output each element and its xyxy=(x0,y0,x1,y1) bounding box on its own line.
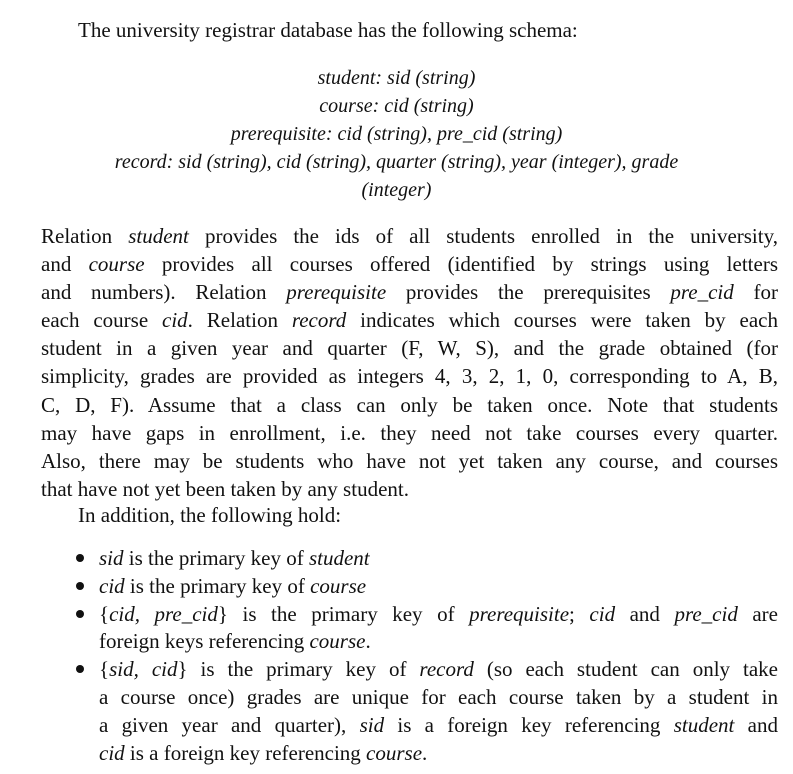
addition-sentence: In addition, the following hold: xyxy=(78,503,342,527)
term-cid: cid xyxy=(589,601,616,626)
paragraph-line-9: Also, there may be students who have not yet taken any course, and courses xyxy=(41,448,778,473)
text-span: { xyxy=(99,601,110,626)
intro-sentence: The university registrar database has the following schema: xyxy=(78,18,578,42)
text-span: and xyxy=(615,601,675,626)
term-cid: cid xyxy=(162,308,188,333)
list-item xyxy=(74,545,778,573)
text-span: for xyxy=(733,280,778,305)
term-pre-cid: pre_cid xyxy=(670,280,734,305)
description-paragraph xyxy=(41,222,778,503)
term-prerequisite: prerequisite xyxy=(286,280,387,305)
text-span: provides all courses offered (identified by strings using letters xyxy=(144,252,778,277)
term-student: student xyxy=(308,546,370,570)
bullet-icon xyxy=(76,665,84,673)
text-span: and xyxy=(734,712,778,737)
text-span: provides the prerequisites xyxy=(386,280,671,305)
paragraph-line-8: may have gaps in enrollment, i.e. they need not take courses every quarter. xyxy=(41,420,778,445)
text-span: ; xyxy=(569,601,590,626)
paragraph-line-7: C, D, F). Assume that a class can only be taken once. Note that students xyxy=(41,392,778,417)
term-student: student xyxy=(673,712,735,737)
term-prerequisite: prerequisite xyxy=(469,601,570,626)
schema-course: course: cid (string) xyxy=(319,95,474,117)
list-item xyxy=(74,656,778,767)
text-span: is a foreign key referencing xyxy=(124,740,367,765)
text-span: each course xyxy=(41,308,163,333)
term-record: record xyxy=(419,657,474,682)
paragraph-line-6: simplicity, grades are provided as integers 4, 3, 2, 1, 0, corresponding to A, B, xyxy=(41,364,778,389)
bullet-line xyxy=(99,545,778,573)
term-course: course xyxy=(366,740,423,765)
term-sid-cid: sid, cid xyxy=(109,657,178,682)
paragraph-line-2 xyxy=(41,250,778,278)
text-span: . xyxy=(422,740,428,765)
bullet-icon xyxy=(76,610,84,618)
term-cid: cid xyxy=(99,573,125,598)
paragraph-line-10: that have not yet been taken by any student. xyxy=(41,476,409,501)
text-span: provides the ids of all students enrolled in the university, xyxy=(188,224,778,248)
text-span: a given year and quarter), xyxy=(99,712,360,737)
text-span: } is the primary key of xyxy=(217,601,470,626)
list-item xyxy=(74,573,778,601)
text-span: and xyxy=(41,252,89,277)
bullet-line xyxy=(99,656,778,684)
term-record: record xyxy=(291,308,347,333)
text-span: foreign keys referencing xyxy=(99,629,310,654)
text-span: . Relation xyxy=(187,308,292,333)
paragraph-line-1 xyxy=(41,222,778,250)
text-span: is the primary key of xyxy=(123,546,309,570)
text-span: indicates which courses were taken by each xyxy=(346,308,778,333)
text-span: and numbers). Relation xyxy=(41,280,287,305)
bullet-line xyxy=(99,601,778,629)
term-sid: sid xyxy=(99,546,124,570)
bullet-line xyxy=(99,712,778,740)
paragraph-line-5: student in a given year and quarter (F, W, S), and the grade obtained (for xyxy=(41,336,778,361)
term-course: course xyxy=(309,629,366,654)
text-span: (so each student can only take xyxy=(473,657,778,682)
term-course: course xyxy=(88,252,145,277)
paragraph-line-4 xyxy=(41,306,778,334)
term-cid-pre-cid: cid, pre_cid xyxy=(109,601,218,626)
text-span: } is the primary key of xyxy=(177,657,420,682)
text-span: is the primary key of xyxy=(124,573,311,598)
schema-record-line-1: record: sid (string), cid (string), quarter (string), year (integer), grade xyxy=(114,151,679,173)
text-span: is a foreign key referencing xyxy=(384,712,674,737)
bullet-line: a course once) grades are unique for each course taken by a student in xyxy=(99,684,778,709)
term-pre-cid: pre_cid xyxy=(674,601,738,626)
bullet-line xyxy=(99,573,778,601)
text-span: { xyxy=(99,657,110,682)
term-student: student xyxy=(128,224,189,248)
schema-student: student: sid (string) xyxy=(317,67,476,89)
schema-record-line-2: (integer) xyxy=(361,179,432,201)
bullet-line xyxy=(99,740,778,768)
constraints-list xyxy=(74,545,778,767)
bullet-icon xyxy=(76,554,84,562)
schema-block xyxy=(0,64,793,204)
bullet-line xyxy=(99,628,778,656)
text-span: . xyxy=(365,629,371,654)
bullet-icon xyxy=(76,582,84,590)
term-cid: cid xyxy=(99,740,125,765)
term-sid: sid xyxy=(359,712,385,737)
text-span: Relation xyxy=(41,224,129,248)
text-span: are xyxy=(737,601,778,626)
list-item xyxy=(74,601,778,657)
schema-prerequisite: prerequisite: cid (string), pre_cid (string) xyxy=(230,123,563,145)
paragraph-line-3 xyxy=(41,278,778,306)
term-course: course xyxy=(310,573,367,598)
